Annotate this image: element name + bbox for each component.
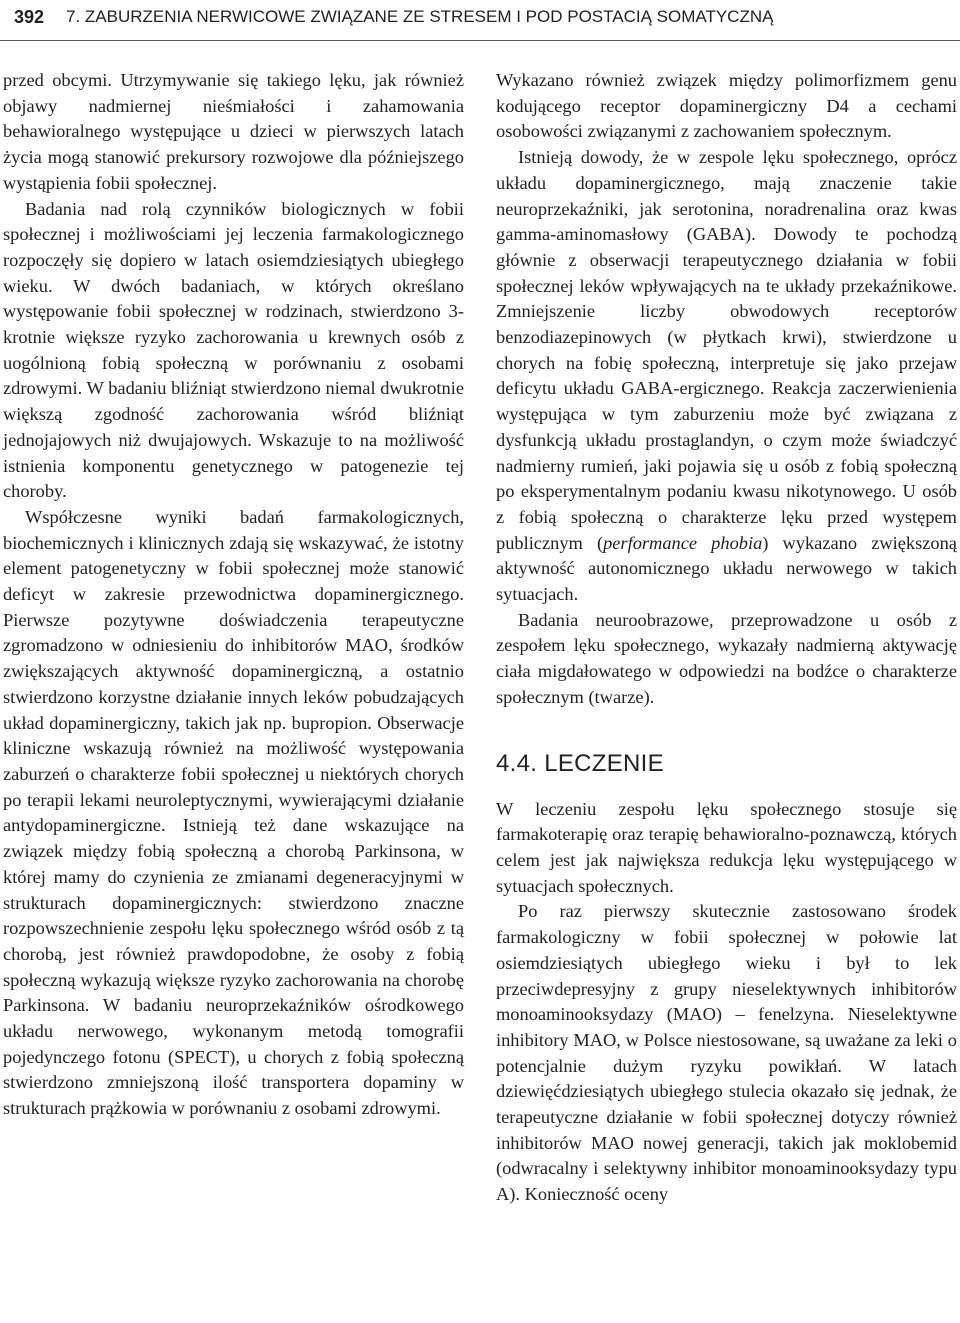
paragraph: Wykazano również związek między polimorfizmem genu kodującego receptor dopaminergiczny D4 a cechami osobowości związanymi z zachowaniem społecznym. bbox=[496, 70, 957, 142]
paragraph: W leczeniu zespołu lęku społecznego stosuje się farmakoterapię oraz terapię behawioralno-poznawczą, których celem jest jak największa redukcja lęku występującego w sytuacjach społecznych. bbox=[496, 798, 957, 896]
italic-term: performance phobia bbox=[603, 532, 763, 553]
paragraph bbox=[496, 145, 957, 608]
header-divider bbox=[0, 40, 960, 41]
paragraph: Po raz pierwszy skutecznie zastosowano środek farmakologiczny w fobii społecznej w połowie lat osiemdziesiątych ubiegłego wieku i był to lek przeciwdepresyjny z grupy nieselektywnych inhibitorów monoaminooksydazy (MAO) – fenelzyna. Nieselektywne inhibitory MAO, w Polsce niestosowane, są uważane za leki o potencjalnie dużym ryzyku powikłań. W latach dziewięćdziesiątych ubiegłego stulecia okazało się jednak, że terapeutyczne działanie w fobii społecznej dotyczy również inhibitorów MAO nowej generacji, takich jak moklobemid (odwracalny i selektywny inhibitor monoaminooksydazy typu A). Konieczność oceny bbox=[496, 901, 957, 1205]
paragraph-text: ) wykazano zwiększoną aktywność autonomicznego układu nerwowego w takich sytuacjach. bbox=[496, 532, 957, 605]
paragraph: Badania nad rolą czynników biologicznych w fobii społecznej i możliwościami jej leczenia farmakologicznego rozpoczęły się dopiero w latach osiemdziesiątych ubiegłego wieku. W dwóch badaniach, w których określano występowanie fobii społecznej w rodzinach, stwierdzono 3-krotnie większe ryzyko zachorowania u krewnych osób z uogólnioną fobią społeczną w porównaniu z osobami zdrowymi. W badaniu bliźniąt stwierdzono niemal dwukrotnie większą zgodność zachorowania wśród bliźniąt jednojajowych niż dwujajowych. Wskazuje to na możliwość istnienia komponentu genetycznego w patogenezie tej choroby. bbox=[3, 198, 464, 502]
paragraph-text: Istnieją dowody, że w zespole lęku społecznego, oprócz układu dopaminergicznego, mają znaczenie takie neuroprzekaźniki, jak serotonina, noradrenalina oraz kwas gamma-aminomasłowy (GABA). Dowody te pochodzą głównie z obserwacji terapeutycznego działania w fobii społecznej leków wpływających na te układy przekaźnikowe. Zmniejszenie liczby obwodowych receptorów benzodiazepinowych (w płytkach krwi), stwierdzone u chorych na fobię społeczną, interpretuje się jako przejaw deficytu układu GABA-ergicznego. Reakcja zaczerwienienia występująca w tym zaburzeniu może być związana z dysfunkcją układu prostaglandyn, o czym może świadczyć nadmierny rumień, jaki pojawia się u osób z fobią społeczną po eksperymentalnym podaniu kwasu nikotynowego. U osób z fobią społeczną o charakterze lęku przed występem publicznym ( bbox=[496, 147, 957, 553]
right-column bbox=[496, 68, 957, 1208]
paragraph: Współczesne wyniki badań farmakologicznych, biochemicznych i klinicznych zdają się wskazywać, że istotny element patogenetyczny w fobii społecznej może stanowić deficyt w zakresie przewodnictwa dopaminergicznego. Pierwsze pozytywne doświadczenia terapeutyczne zgromadzono w odniesieniu do inhibitorów MAO, środków zwiększających aktywność dopaminergiczną, a ostatnio stwierdzono korzystne działanie innych leków pobudzających układ dopaminergiczny, takich jak np. bupropion. Obserwacje kliniczne wskazują również na możliwość występowania zaburzeń o charakterze fobii społecznej u niektórych chorych po terapii lekami neuroleptycznymi, wywierającymi działanie antydopaminergiczne. Istnieją też dane wskazujące na związek między fobią społeczną a chorobą Parkinsona, w której mamy do czynienia ze zmianami degeneracyjnymi w strukturach dopaminergicznych: stwierdzono znaczne rozpowszechnienie zespołu lęku społecznego wśród osób z tą chorobą, jest również prawdopodobne, że osoby z fobią społeczną wykazują większe ryzyko zachorowania na chorobę Parkinsona. W badaniu neuroprzekaźników ośrodkowego układu nerwowego, wykonanym metodą tomografii pojedynczego fotonu (SPECT), u chorych z fobią społeczną stwierdzono zmniejszoną ilość transportera dopaminy w strukturach prążkowia w porównaniu z osobami zdrowymi. bbox=[3, 506, 464, 1119]
page-number: 392 bbox=[14, 7, 45, 27]
section-heading: 4.4. LECZENIE bbox=[496, 749, 664, 777]
left-column bbox=[3, 68, 464, 1122]
paragraph: Badania neuroobrazowe, przeprowadzone u osób z zespołem lęku społecznego, wykazały nadmierną aktywację ciała migdałowatego w odpowiedzi na bodźce o charakterze społecznym (twarze). bbox=[496, 609, 957, 707]
page-header bbox=[0, 0, 960, 40]
paragraph: przed obcymi. Utrzymywanie się takiego lęku, jak również objawy nadmiernej nieśmiałości i zahamowania behawioralnego występujące u dzieci w pierwszych latach życia mogą stanowić prekursory rozwojowe dla późniejszego wystąpienia fobii społecznej. bbox=[3, 70, 464, 193]
chapter-title: 7. ZABURZENIA NERWICOWE ZWIĄZANE ZE STRESEM I POD POSTACIĄ SOMATYCZNĄ bbox=[66, 7, 774, 26]
